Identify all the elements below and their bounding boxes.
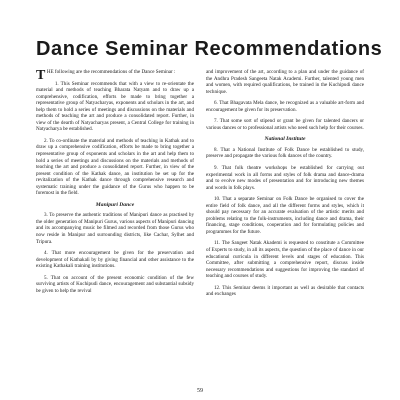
section-heading-manipuri: Manipuri Dance	[95, 201, 135, 208]
page-number: 59	[197, 388, 203, 394]
recommendation-paragraph: and improvement of the art, according to a plan and under the guidance of the Andhra Pradesh Sangeeta Natak Academi. Further, talented young men and women, with required qualifications, be trained in the Kuchipudi dance technique.	[206, 69, 364, 95]
recommendation-paragraph: 10. That a separate Seminar on Folk Dance be organised to cover the entire field of folk dance, and all the different forms and styles, which it should pay necessary for an accurate evaluation of the artistic merits and problems relating to the folk-instruments, including dance and drama, their financing, stage conditions, cooperation and for formulating policies and programmes for the future.	[206, 196, 364, 235]
recommendation-paragraph: 5. That on account of the present economic condition of the few surviving artists of Kuchipudi dance, encouragement and substantial subsidy be given to help the revival	[36, 274, 194, 294]
left-column	[36, 69, 194, 303]
section-heading-national-institute: National Institute	[264, 136, 306, 143]
recommendation-paragraph: 1. This Seminar recommends that with a view to re-orientate the material and methods of teaching Bharata Natyam and to draw up a comprehensive, codification, efforts be made to bring together a representative group of Natyacharyas, exponents and scholars in the art, and help them to hold a series of meetings and discussions on the materials and methods of teaching the art and produce a consolidated report. Further, in view of the dearth of Natyacharyas present, a Central College for training in Natyacharya be established.	[36, 80, 194, 133]
recommendation-paragraph: 6. That Bhagavata Mela dance, be recognized as a valuable art-form and encouragement be given for its preservation.	[206, 100, 364, 113]
recommendation-paragraph: 7. That some sort of stipend or grant be given for talented dancers or various dances or to professional artists who need such help for their courses.	[206, 118, 364, 131]
recommendation-paragraph: 9. That folk theatre workshops be established for carrying out experimental work in all forms and styles of folk drama and dance-drama and to evolve new modes of presentation and for introducing new themes and words in folk plays.	[206, 165, 364, 191]
intro-text: HE following are the recommendations of the Dance Seminar :	[46, 69, 176, 75]
recommendation-paragraph: 2. To co-ordinate the material and methods of teaching in Kathak and to draw up a comprehensive codification, efforts be made to bring together a representative group of exponents and scholars in the art and help them to hold a series of meetings and discussions on the materials and methods of teaching the art and produce a consolidated report. Further, in view of the present condition of the Kathak dance, an institution be set up for the revitalization of the Kathak dance through comprehensive research and systematic training under the guidance of the Gurus who happen to be foremost in the field.	[36, 137, 194, 197]
recommendation-paragraph: 3. To preserve the authentic traditions of Manipuri dance as practised by the older generation of Manipuri Gurus, various aspects of Manipuri dancing and its accompanying music be filmed and recorded from those Gurus who now reside in Manipur and surrounding districts, like Cachar, Sylhet and Tripura.	[36, 212, 194, 245]
drop-cap: T	[36, 68, 46, 83]
recommendation-paragraph: 11. The Sangeet Natak Akademi is requested to constitute a Committee of Experts to study, in all its aspects, the question of the place of dance in our educational curricula in different levels and stages of education. This Committee, after submitting a comprehensive report, discuss inside necessary recommendations and suggestions for improving the standard of teaching and courses of study.	[206, 240, 364, 280]
intro-paragraph	[36, 68, 194, 83]
recommendation-paragraph: 12. This Seminar deems it important as well as desirable that contacts and exchanges	[206, 284, 364, 298]
recommendation-paragraph: 4. That more encouragement be given for the preservation and development of Kathakali by by giving financial and other assistance to the existing Kathakali training institutions.	[36, 250, 194, 270]
right-column	[206, 69, 364, 303]
body-columns	[36, 69, 364, 303]
recommendation-paragraph: 8. That a National Institute of Folk Dance be established to study, preserve and propagate the various folk dances of the country.	[206, 146, 364, 160]
page-title: Dance Seminar Recommendations	[36, 38, 383, 60]
